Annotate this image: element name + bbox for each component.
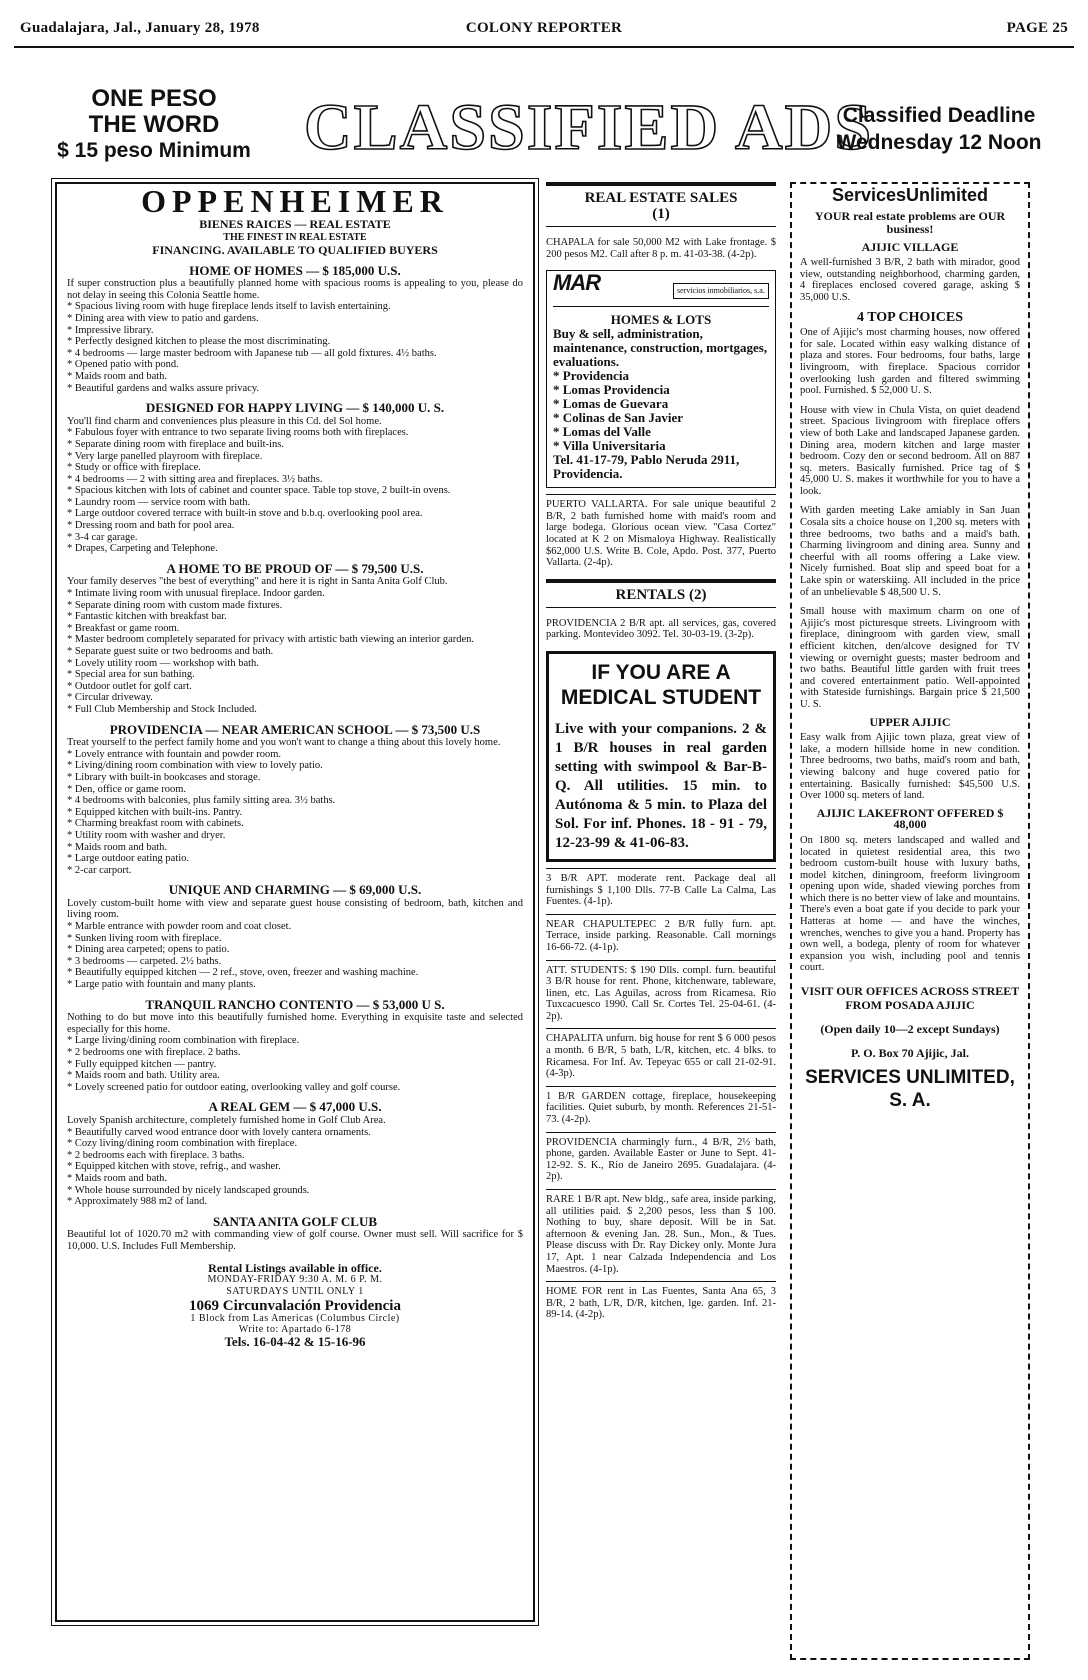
mar-logo bbox=[553, 270, 769, 307]
services-hours: (Open daily 10—2 except Sundays) bbox=[820, 1022, 1000, 1037]
listing-feature: * Maids room and bath. bbox=[67, 842, 523, 854]
oppenheimer-sub-2: THE FINEST IN REAL ESTATE bbox=[223, 231, 367, 243]
listing-feature: * Large living/dining room combination with fireplace. bbox=[67, 1035, 523, 1047]
listing-feature: * Marble entrance with powder room and coat closet. bbox=[67, 921, 523, 933]
listing-feature: * Den, office or game room. bbox=[67, 784, 523, 796]
listing-feature: * Cozy living/dining room combination with fireplace. bbox=[67, 1138, 523, 1150]
medical-student-ad bbox=[546, 651, 776, 862]
rental-ad: PROVIDENCIA charmingly furn., 4 B/R, 2½ bath, phone, garden. Available Easter or June to Sept. 41-12-92. S. K., Rio de Janeiro 2695. Guadalajara. (4-2p). bbox=[546, 1132, 776, 1183]
rental-ad: 3 B/R APT. moderate rent. Package deal all furnishings $ 1,100 Dlls. 77-B Calle La Calma, Las Fuentes. (4-1p). bbox=[546, 868, 776, 908]
rentals-heading: RENTALS (2) bbox=[546, 579, 776, 608]
homes-item: * Providencia bbox=[553, 369, 769, 383]
oppenheimer-title: OPPENHEIMER bbox=[141, 183, 449, 219]
mar-ad bbox=[546, 270, 776, 488]
listing-feature: * Equipped kitchen with built-ins. Pantry. bbox=[67, 807, 523, 819]
office-rental-note: Rental Listings available in office. bbox=[208, 1260, 382, 1275]
listing-feature: * Sunken living room with fireplace. bbox=[67, 933, 523, 945]
listing-feature: * Lovely utility room — workshop with bath. bbox=[67, 658, 523, 670]
listing-heading: A REAL GEM — $ 47,000 U.S. bbox=[208, 1099, 382, 1115]
rental-ad: NEAR CHAPULTEPEC 2 B/R fully furn. apt. Terrace, inside parking. Reasonable. Call mornings 16-66-72. (4-1p). bbox=[546, 914, 776, 954]
listing-features bbox=[67, 301, 523, 394]
listing-feature: * Full Club Membership and Stock Included. bbox=[67, 704, 523, 716]
mar-logo-tag: servicios inmobiliarios, s.a. bbox=[673, 283, 769, 299]
listing-heading: HOME OF HOMES — $ 185,000 U.S. bbox=[189, 262, 401, 278]
office-hours-saturday: SATURDAYS UNTIL ONLY 1 bbox=[226, 1285, 364, 1297]
listing-feature: * Impressive library. bbox=[67, 325, 523, 337]
listing-feature: * Fully equipped kitchen — pantry. bbox=[67, 1059, 523, 1071]
listing-feature: * 3-4 car garage. bbox=[67, 532, 523, 544]
services-visit: VISIT OUR OFFICES ACROSS STREET FROM POSADA AJIJIC bbox=[800, 984, 1020, 1013]
services-p6: Easy walk from Ajijic town plaza, great view of lake, a modern hillside home in new condition. Three bedrooms, two baths, maid's room and bath, viewing balcony and huge covered patio for entertaining. Basically furnished: $45,500 U.S. Over 1000 sq. meters of land. bbox=[800, 732, 1020, 802]
deadline-block bbox=[814, 102, 1064, 156]
listing-feature: * Large outdoor covered terrace with built-in stove and b.b.q. overlooking pool area. bbox=[67, 508, 523, 520]
listing-feature: * 3 bedrooms — carpeted. 2½ baths. bbox=[67, 956, 523, 968]
listing-feature: * Spacious living room with huge fireplace lends itself to lavish entertaining. bbox=[67, 301, 523, 313]
listing-feature: * Opened patio with pond. bbox=[67, 359, 523, 371]
listing-intro: Lovely Spanish architecture, completely furnished home in Golf Club Area. bbox=[67, 1114, 386, 1126]
header-paper-name: COLONY REPORTER bbox=[465, 20, 623, 36]
homes-title: HOMES & LOTS bbox=[610, 312, 712, 328]
listing-feature: * Spacious kitchen with lots of cabinet and counter space. Table top stove, 2 built-in ovens. bbox=[67, 485, 523, 497]
mar-logo-brand: MAR bbox=[553, 270, 601, 296]
price-line-2: THE WORD bbox=[88, 111, 220, 138]
services-choices: 4 TOP CHOICES bbox=[856, 309, 964, 325]
office-phones: Tels. 16-04-42 & 15-16-96 bbox=[224, 1334, 366, 1350]
listing-group bbox=[67, 262, 523, 1208]
oppenheimer-ad bbox=[55, 182, 535, 1622]
ad-vallarta: PUERTO VALLARTA. For sale unique beautiful 2 B/R, 2 bath furnished home with maid's room and large bodega. Glorious ocean view. "Casa Cortez" located at K 2 on Mismaloya Highway. Realistically $62,000 U.S. Write B. Cole, Apdo. Post. 377, Puerto Vallarta. (2-4p). bbox=[546, 494, 776, 569]
listing-feature: * Master bedroom completely separated for privacy with artistic bath viewing an interior garden. bbox=[67, 634, 523, 646]
services-box: P. O. Box 70 Ajijic, Jal. bbox=[851, 1046, 969, 1061]
listing-heading: UNIQUE AND CHARMING — $ 69,000 U.S. bbox=[168, 882, 422, 898]
real-estate-sales-heading bbox=[546, 182, 776, 227]
listing-feature: * Whole house surrounded by nicely landscaped grounds. bbox=[67, 1185, 523, 1197]
listing-feature: * Separate guest suite or two bedrooms and bath. bbox=[67, 646, 523, 658]
golf-heading: SANTA ANITA GOLF CLUB bbox=[212, 1213, 378, 1229]
header-page-number: PAGE 25 bbox=[1006, 20, 1068, 36]
listing-feature: * Dining area with view to patio and gardens. bbox=[67, 313, 523, 325]
listing-feature: * Living/dining room combination with view to lovely patio. bbox=[67, 760, 523, 772]
ad-chapala: CHAPALA for sale 50,000 M2 with Lake frontage. $ 200 pesos M2. Call after 8 p. m. 41-03-38. (4-2p). bbox=[546, 237, 776, 260]
listing-intro: Your family deserves "the best of everything" and here it is right in Santa Anita Golf Club. bbox=[67, 576, 448, 588]
services-unlimited-ad bbox=[790, 182, 1030, 1660]
services-upper: UPPER AJIJIC bbox=[869, 714, 951, 729]
listing-intro: If super construction plus a beautifully planned home with spacious rooms is appealing to you, please do not delay in seeing this Colonia Seattle home. bbox=[67, 278, 523, 301]
listing-feature: * Charming breakfast room with cabinets. bbox=[67, 818, 523, 830]
oppenheimer-sub-3: FINANCING. AVAILABLE TO QUALIFIED BUYERS bbox=[152, 242, 438, 257]
homes-text: Buy & sell, administration, maintenance, construction, mortgages, evaluations. bbox=[553, 326, 768, 370]
listing-feature: * Beautifully equipped kitchen — 2 ref., stove, oven, freezer and washing machine. bbox=[67, 967, 523, 979]
listing-feature: * 4 bedrooms — 2 with sitting area and fireplaces. 3½ baths. bbox=[67, 474, 523, 486]
listing-feature: * Study or office with fireplace. bbox=[67, 462, 523, 474]
listing-feature: * 2 bedrooms one with fireplace. 2 baths. bbox=[67, 1047, 523, 1059]
services-p1: A well-furnished 3 B/R, 2 bath with mirador, good view, outstanding neighborhood, charming garden, 4 fireplaces enclosed covered garage, asking $ 35,000 U.S. bbox=[800, 257, 1020, 303]
listing-feature: * Library with built-in bookcases and storage. bbox=[67, 772, 523, 784]
oppenheimer-sub-1: BIENES RAICES — REAL ESTATE bbox=[199, 216, 391, 231]
homes-tel: Tel. 41-17-79, Pablo Neruda 2911, Providencia. bbox=[553, 452, 740, 482]
pricing-block bbox=[57, 85, 251, 164]
golf-text: Beautiful lot of 1020.70 m2 with commanding view of golf course. Owner must sell. Will sacrifice for $ 10,000. U.S. Includes Full Membership. bbox=[67, 1229, 523, 1252]
listing-feature: * Breakfast or game room. bbox=[67, 623, 523, 635]
listing-feature: * Utility room with washer and dryer. bbox=[67, 830, 523, 842]
office-address: 1069 Circunvalación Providencia bbox=[189, 1298, 401, 1315]
listing-intro: Lovely custom-built home with view and separate guest house consisting of bedroom, bath, kitchen and living room. bbox=[67, 897, 523, 921]
listing-feature: * Beautiful gardens and walks assure privacy. bbox=[67, 383, 523, 395]
listing-feature: * Very large panelled playroom with fireplace. bbox=[67, 451, 523, 463]
services-p7: On 1800 sq. meters landscaped and walled and located in quietest residential area, this two bedroom custom-built house with luxury baths, model kitchen, diningroom, freeform livingroom opening upon wide, shaded viewing porches from which there is no better view of lake and mountains. There's even a boat gate if you decide to park your Hatteras at home — and have the winches, wrenches, wenches to give you a hand. Property has own well, a bodega, plenty of room for whatever expansion you wish, including pool and tennis court. bbox=[800, 834, 1020, 974]
listing-features bbox=[67, 1035, 523, 1093]
listing-feature: * Maids room and bath. bbox=[67, 1173, 523, 1185]
rental-ad: RARE 1 B/R apt. New bldg., safe area, inside parking, all utilities paid. $ 2,200 pesos, less than $ 100. Nothing to buy, share deposit. Will be in Sat. afternoon & evening Jan. 28. Sun., Mon., & Tues. Please discuss with Dr. Ray Dickey only. Monte Jura 17, Apt. 1 near Calzada Independencia and Los Maestros. (4-1p). bbox=[546, 1189, 776, 1275]
listing-intro: Nothing to do but move into this beautifully furnished home. Everything in exquisite taste and selected especially for this home. bbox=[67, 1012, 523, 1035]
listing-feature: * Beautifully carved wood entrance door with lovely cantera ornaments. bbox=[67, 1127, 523, 1139]
listing-feature: * Lovely screened patio for outdoor eating, overlooking valley and golf course. bbox=[67, 1082, 523, 1094]
services-p3: House with view in Chula Vista, on quiet deadend street. Spacious livingroom with fireplace offers view of both Lake and landscaped Japanese garden. Dining area, modern kitchen and large master bedroom. Cozy den or second bedroom. All on 887 sq. meters. Basically furnished. Price tag of $ 45,000 U. S. makes it worthwhile for you to have a look. bbox=[800, 404, 1020, 497]
listing-feature: * Dining area carpeted; opens to patio. bbox=[67, 944, 523, 956]
services-village: AJIJIC VILLAGE bbox=[861, 239, 959, 254]
listing-features bbox=[67, 1127, 523, 1208]
rental-ad: 1 B/R GARDEN cottage, fireplace, housekeeping facilities. Quiet suburb, by month. References 21-51-73. (4-2p). bbox=[546, 1086, 776, 1126]
listing-feature: * Fabulous foyer with entrance to two separate living rooms both with fireplaces. bbox=[67, 427, 523, 439]
listing-feature: * Equipped kitchen with stove, refrig., and washer. bbox=[67, 1161, 523, 1173]
listing-heading: A HOME TO BE PROUD OF — $ 79,500 U.S. bbox=[166, 560, 424, 576]
page-header bbox=[14, 8, 1074, 48]
services-lakefront: AJIJIC LAKEFRONT OFFERED $ 48,000 bbox=[816, 805, 1004, 832]
listing-feature: * Outdoor outlet for golf cart. bbox=[67, 681, 523, 693]
rental-list bbox=[546, 868, 776, 1321]
section-title: CLASSIFIED ADS bbox=[304, 91, 874, 164]
middle-column bbox=[546, 182, 776, 1321]
services-p5: Small house with maximum charm on one of Ajijic's most picturesque streets. Livingroom with fireplace, diningroom with garden view, small efficient kitchen, den/alcove designed for TV viewing or overnight guests; master bedroom and two baths. Beautiful little garden with fruit trees and covered entertainment patio. Well-appointed with Stateside furnishings. Bargain price $ 21,500 U. S. bbox=[800, 606, 1020, 710]
services-p2: One of Ajijic's most charming houses, now offered for sale. Located within easy walking distance of plaza and stores. Four bedrooms, four baths, large livingroom, with fireplace. Spacious corridor overlooking lush garden and filtered swimming pool. Furnished. $ 52,000 U. S. bbox=[800, 327, 1020, 397]
listing-feature: * Circular driveway. bbox=[67, 692, 523, 704]
rental-ad: HOME FOR rent in Las Fuentes, Santa Ana 65, 3 B/R, 2 bath, L/R, D/R, kitchen, lge. garden. Inf. 21-89-14. (4-2p). bbox=[546, 1281, 776, 1321]
listing-feature: * 4 bedrooms with balconies, plus family sitting area. 3½ baths. bbox=[67, 795, 523, 807]
listing-intro: You'll find charm and conveniences plus pleasure in this Cd. del Sol home. bbox=[67, 415, 382, 427]
homes-list bbox=[553, 369, 769, 453]
listing-feature: * Lovely entrance with fountain and powder room. bbox=[67, 749, 523, 761]
homes-item: * Lomas del Valle bbox=[553, 425, 769, 439]
medical-title: IF YOU ARE A MEDICAL STUDENT bbox=[560, 660, 762, 709]
listing-feature: * Special area for sun bathing. bbox=[67, 669, 523, 681]
real-estate-heading-text: REAL ESTATE SALES bbox=[584, 190, 738, 206]
deadline-label: Classified Deadline bbox=[842, 104, 1036, 127]
listing-feature: * Perfectly designed kitchen to please the most discriminating. bbox=[67, 336, 523, 348]
price-minimum: $ 15 peso Minimum bbox=[57, 139, 251, 162]
office-write-to: Write to: Apartado 6-178 bbox=[238, 1324, 352, 1336]
services-final: SERVICES UNLIMITED, S. A. bbox=[805, 1067, 1015, 1112]
listing-feature: * Drapes, Carpeting and Telephone. bbox=[67, 543, 523, 555]
office-landmark: 1 Block from Las Americas (Columbus Circle) bbox=[190, 1312, 400, 1324]
listing-feature: * Maids room and bath. bbox=[67, 371, 523, 383]
listing-heading: DESIGNED FOR HAPPY LIVING — $ 140,000 U. S. bbox=[145, 400, 445, 416]
listing-feature: * Intimate living room with unusual fireplace. Indoor garden. bbox=[67, 588, 523, 600]
services-sub: YOUR real estate problems are OUR business! bbox=[814, 208, 1006, 236]
homes-item: * Villa Universitaria bbox=[553, 439, 769, 453]
listing-features bbox=[67, 921, 523, 991]
listing-feature: * Large patio with fountain and many plants. bbox=[67, 979, 523, 991]
price-line-1: ONE PESO bbox=[91, 85, 217, 112]
listing-feature: * 2 bedrooms each with fireplace. 3 baths. bbox=[67, 1150, 523, 1162]
listing-heading: TRANQUIL RANCHO CONTENTO — $ 53,000 U S. bbox=[145, 996, 445, 1012]
listing-feature: * Separate dining room with fireplace and built-ins. bbox=[67, 439, 523, 451]
listing-feature: * Fantastic kitchen with breakfast bar. bbox=[67, 611, 523, 623]
listing-feature: * Approximately 988 m2 of land. bbox=[67, 1196, 523, 1208]
listing-feature: * Separate dining room with custom made fixtures. bbox=[67, 600, 523, 612]
listing-feature: * Large outdoor eating patio. bbox=[67, 853, 523, 865]
ad-providencia: PROVIDENCIA 2 B/R apt. all services, gas, covered parking. Montevideo 3092. Tel. 30-03-19. (3-2p). bbox=[546, 617, 776, 641]
listing-intro: Treat yourself to the perfect family home and you won't want to change a thing about this lovely home. bbox=[67, 737, 501, 749]
listing-heading: PROVIDENCIA — NEAR AMERICAN SCHOOL — $ 73,500 U.S bbox=[109, 721, 481, 737]
rental-ad: ATT. STUDENTS: $ 190 Dlls. compl. furn. beautiful 3 B/R house for rent. Phone, kitchenware, tableware, linen, etc. Las Aguilas, across from Ricamesa. Rio Tuxcacuesco 1990. Call Sr. Cortes Tel. 25-04-61. (4-2p). bbox=[546, 960, 776, 1023]
listing-feature: * Laundry room — service room with bath. bbox=[67, 497, 523, 509]
medical-body: Live with your companions. 2 & 1 B/R houses in real garden setting with swimpool & Bar-B-Q. All utilities. 15 min. to Autónoma & 5 min. to Plaza del Sol. For inf. Phones. 18 - 91 - 79, 12-23-99 & 41-06-83. bbox=[555, 720, 767, 851]
rental-ad: CHAPALITA unfurn. big house for rent $ 6 000 pesos a month. 6 B/R, 5 bath, L/R, kitchen, etc. 4 blks. to Ricamesa. For Inf. Av. Tepeyac 655 or call 21-02-91. (4-3p). bbox=[546, 1028, 776, 1079]
listing-feature: * Dressing room and bath for pool area. bbox=[67, 520, 523, 532]
homes-item: * Colinas de San Javier bbox=[553, 411, 769, 425]
real-estate-heading-number: (1) bbox=[652, 206, 670, 222]
listing-feature: * Maids room and bath. Utility area. bbox=[67, 1070, 523, 1082]
services-p4: With garden meeting Lake amiably in San Juan Cosala sits a choice house on 1,200 sq. meters with three bedrooms, two baths and a maid's bath. Charming livingroom and dining area. Sunny and cheerful with all rooms offering a Lake view. Nicely furnished. Boat slip and speed boat for a Lake spin or waterskiing. All included in the price of an unbelievable $ 48,500 U. S. bbox=[800, 505, 1020, 598]
deadline-time: Wednesday 12 Noon bbox=[836, 131, 1042, 154]
services-title: ServicesUnlimited bbox=[831, 185, 989, 205]
listing-features bbox=[67, 749, 523, 877]
listing-feature: * 4 bedrooms — large master bedroom with Japanese tub — all gold fixtures. 4½ baths. bbox=[67, 348, 523, 360]
homes-item: * Lomas Providencia bbox=[553, 383, 769, 397]
masthead bbox=[14, 80, 1074, 180]
listing-feature: * 2-car carport. bbox=[67, 865, 523, 877]
listing-features bbox=[67, 427, 523, 555]
header-dateline: Guadalajara, Jal., January 28, 1978 bbox=[20, 20, 260, 36]
homes-item: * Lomas de Guevara bbox=[553, 397, 769, 411]
office-hours-weekday: MONDAY-FRIDAY 9:30 A. M. 6 P. M. bbox=[207, 1274, 383, 1286]
listing-features bbox=[67, 588, 523, 716]
